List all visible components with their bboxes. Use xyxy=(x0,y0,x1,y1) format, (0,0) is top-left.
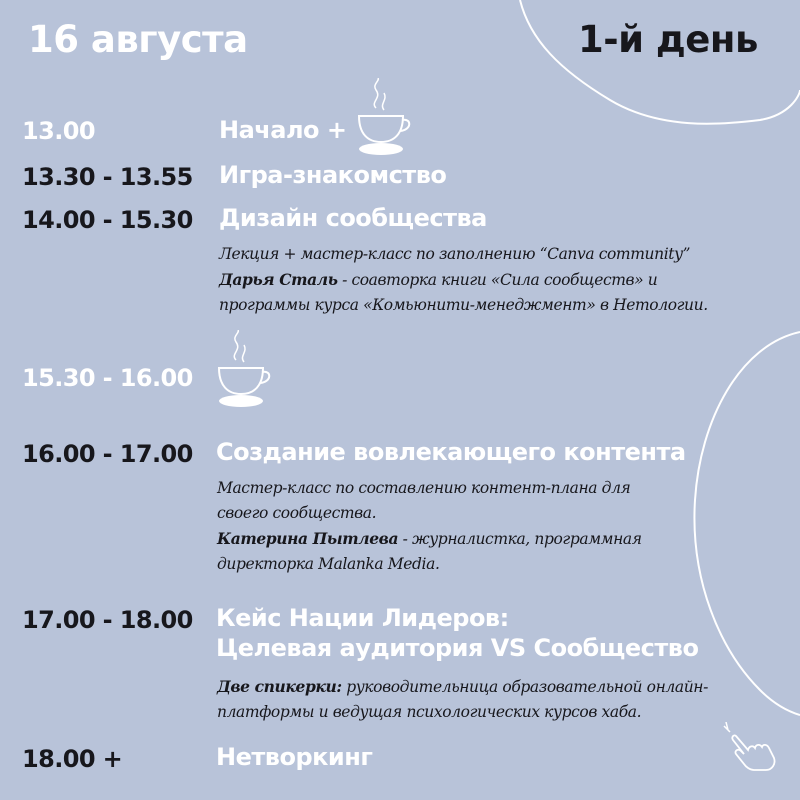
schedule-title: Начало + xyxy=(219,116,347,144)
schedule-time: 15.30 - 16.00 xyxy=(22,364,193,392)
schedule-time: 18.00 + xyxy=(22,745,123,773)
schedule-title: Создание вовлекающего контента xyxy=(216,438,686,466)
schedule-title-line-1: Кейс Нации Лидеров: xyxy=(216,604,509,632)
speaker-name: Катерина Пытлева xyxy=(217,529,399,548)
schedule-time: 16.00 - 17.00 xyxy=(22,440,193,468)
schedule-description: Мастер-класс по составлению контент-плана для своего сообщества. Катерина Пытлева - журналистка, программная директорка Malanka Media. xyxy=(217,479,642,573)
speakers-label: Две спикерки: xyxy=(217,677,342,696)
schedule-description: Лекция + мастер-класс по заполнению “Canva community” Дарья Сталь - соавторка книги «Сила сообществ» и программы курса «Комьюнити-менеджмент» в Нетологии. xyxy=(219,245,708,314)
schedule-title: Дизайн сообщества xyxy=(219,204,487,232)
schedule-description: Две спикерки: руководительница образовательной онлайн- платформы и ведущая психологических курсов хаба. xyxy=(217,677,708,721)
pointing-hand-icon xyxy=(722,722,778,772)
schedule-time: 13.30 - 13.55 xyxy=(22,163,193,191)
schedule-title-line-2: Целевая аудитория VS Сообщество xyxy=(216,634,699,662)
speaker-name: Дарья Сталь xyxy=(219,270,338,289)
coffee-cup-icon xyxy=(354,78,414,160)
event-day: 1-й день xyxy=(578,18,758,61)
schedule-time: 13.00 xyxy=(22,117,95,145)
schedule-time: 17.00 - 18.00 xyxy=(22,606,193,634)
schedule-title: Нетворкинг xyxy=(216,743,373,771)
event-date: 16 августа xyxy=(28,18,248,61)
schedule-time: 14.00 - 15.30 xyxy=(22,206,193,234)
coffee-cup-icon xyxy=(214,330,274,412)
schedule-title: Игра-знакомство xyxy=(219,161,447,189)
